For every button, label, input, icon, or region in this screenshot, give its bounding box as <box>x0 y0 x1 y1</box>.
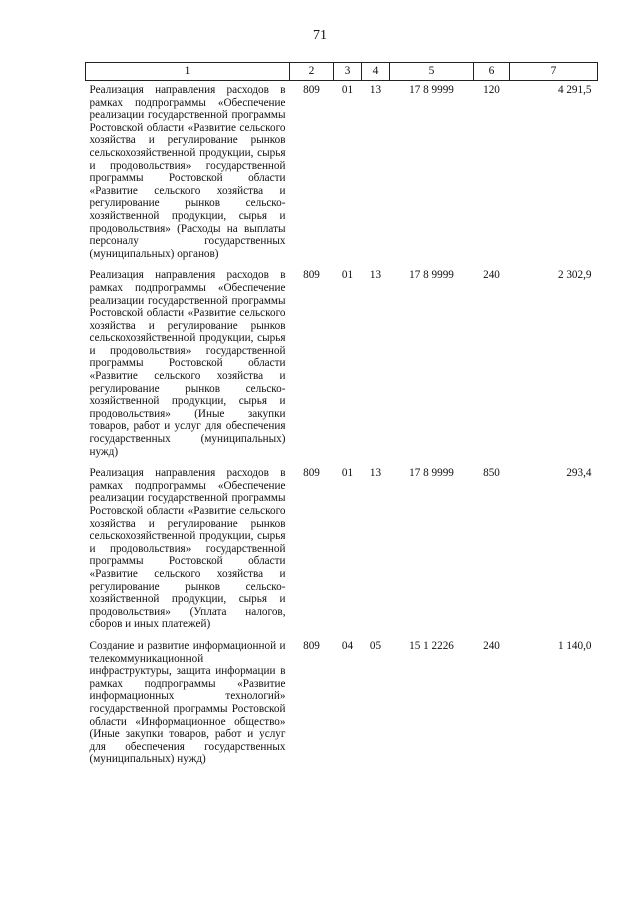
table-row <box>86 467 598 640</box>
column-header: 4 <box>362 63 390 81</box>
ministry-code: 809 <box>303 269 320 282</box>
subsection-code: 05 <box>369 639 382 652</box>
row-description: Реализация направления расходов в рамках подпрограммы «Обеспечение реализации государственной программы Ростовской области «Развитие сельского хозяйства и регулирование рынков сельскохозяйственной продукции, сырья и продовольствия» государственной программы Ростовской области «Развитие сельского хозяйства и регулирование рынков сельскохозяйственной продукции, сырья и продовольствия» (Расходы на выплаты персоналу государственных (муниципальных) органов) <box>89 84 286 260</box>
amount-value: 4 291,5 <box>557 84 592 96</box>
section-code: 04 <box>341 639 354 652</box>
subsection-code: 13 <box>369 84 382 96</box>
expense-type-code: 850 <box>483 467 500 480</box>
column-header: 2 <box>290 63 334 81</box>
row-description: Реализация направления расходов в рамках подпрограммы «Обеспечение реализации государственной программы Ростовской области «Развитие сельского хозяйства и регулирование рынков сельскохозяйственной продукции, сырья и продовольствия» государственной программы Ростовской области «Развитие сельского хозяйства и регулирование рынков сельскохозяйственной продукции, сырья и продовольствия» (Иные закупки товаров, работ и услуг для обеспечения государственных (муниципальных) нужд) <box>89 269 286 458</box>
subsection-code: 13 <box>369 269 382 282</box>
target-article-code: 17 8 9999 <box>409 467 454 480</box>
column-header: 1 <box>86 63 290 81</box>
ministry-code: 809 <box>303 84 320 96</box>
section-code: 01 <box>341 467 354 480</box>
expense-type-code: 240 <box>483 269 500 282</box>
section-code: 01 <box>341 269 354 282</box>
table-row <box>86 640 598 775</box>
column-header: 7 <box>510 63 598 81</box>
table-header-row <box>86 63 598 81</box>
column-header: 3 <box>334 63 362 81</box>
ministry-code: 809 <box>303 639 320 652</box>
budget-table <box>85 62 598 775</box>
row-description: Реализация направления расходов в рамках подпрограммы «Обеспечение реализации государственной программы Ростовской области «Развитие сельского хозяйства и регулирование рынков сельскохозяйственной продукции, сырья и продовольствия» государственной программы Ростовской области «Развитие сельского хозяйства и регулирование рынков сельскохозяйственной продукции, сырья и продовольствия» (Уплата налогов, сборов и иных платежей) <box>89 467 286 631</box>
amount-value: 1 140,0 <box>557 639 592 652</box>
subsection-code: 13 <box>369 467 382 480</box>
section-code: 01 <box>341 84 354 96</box>
target-article-code: 17 8 9999 <box>409 84 454 96</box>
target-article-code: 17 8 9999 <box>409 269 454 282</box>
column-header: 5 <box>390 63 474 81</box>
expense-type-code: 240 <box>483 639 500 652</box>
ministry-code: 809 <box>303 467 320 480</box>
table-row <box>86 81 598 270</box>
column-header: 6 <box>474 63 510 81</box>
expense-type-code: 120 <box>483 84 500 96</box>
table-row <box>86 269 598 467</box>
amount-value: 293,4 <box>566 467 592 480</box>
row-description: Создание и развитие информационной и телекоммуникационной инфраструктуры, защита информации в рамках подпрограммы «Развитие информационных технологий» государственной программы Ростовской области «Информационное общество» (Иные закупки товаров, работ и услуг для обеспечения государственных (муниципальных) нужд) <box>89 639 286 766</box>
page-number: 71 <box>313 28 327 43</box>
target-article-code: 15 1 2226 <box>409 639 454 652</box>
amount-value: 2 302,9 <box>557 269 592 282</box>
